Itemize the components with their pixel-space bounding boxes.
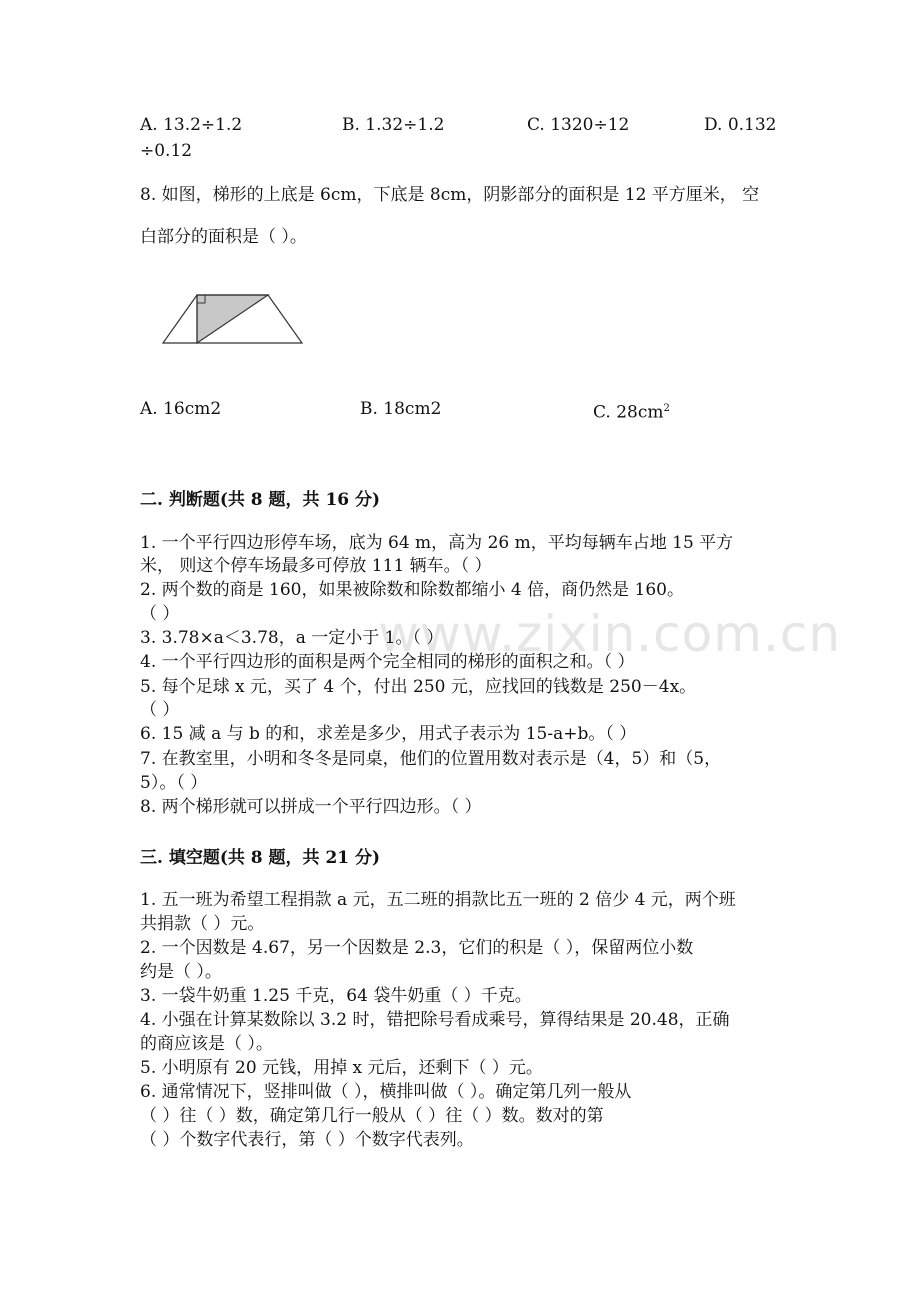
q8-text-line2: 白部分的面积是（ ）。 [140, 227, 307, 247]
section3-line: 3. 一袋牛奶重 1.25 千克，64 袋牛奶重（ ）千克。 [140, 986, 532, 1006]
section3-line: 约是（ ）。 [140, 962, 222, 982]
q7-option-c: C. 1320÷12 [527, 115, 630, 135]
section2-line: 5. 每个足球 x 元，买了 4 个，付出 250 元，应找回的钱数是 250－4x。 [140, 677, 697, 697]
section3-line: 2. 一个因数是 4.67，另一个因数是 2.3，它们的积是（ ），保留两位小数 [140, 938, 694, 958]
section3-line: 6. 通常情况下，竖排叫做（ ），横排叫做（ ）。确定第几列一般从 [140, 1082, 632, 1102]
section2-line: 8. 两个梯形就可以拼成一个平行四边形。（ ） [140, 797, 482, 817]
shaded-triangle [197, 295, 268, 343]
section2-line: 米， 则这个停车场最多可停放 111 辆车。（ ） [140, 556, 492, 576]
section3-line: （ ）个数字代表行，第（ ）个数字代表列。 [140, 1130, 474, 1150]
q8-option-a: A. 16cm2 [140, 399, 222, 419]
trapezoid-figure [160, 290, 305, 350]
section3-line: 4. 小强在计算某数除以 3.2 时，错把除号看成乘号，算得结果是 20.48，正确 [140, 1010, 730, 1030]
section3-line: 的商应该是（ ）。 [140, 1034, 273, 1054]
section2-line: 5）。（ ） [140, 773, 208, 793]
section2-line: （ ） [140, 700, 180, 720]
section3-line: （ ）往（ ）数，确定第几行一般从（ ）往（ ）数。数对的第 [140, 1106, 604, 1126]
section2-line: 6. 15 减 a 与 b 的和，求差是多少，用式子表示为 15-a+b。（ ） [140, 724, 637, 744]
section2-line: 4. 一个平行四边形的面积是两个完全相同的梯形的面积之和。（ ） [140, 652, 635, 672]
section2-line: 2. 两个数的商是 160，如果被除数和除数都缩小 4 倍，商仍然是 160。 [140, 580, 684, 600]
q8-option-c-superscript: 2 [663, 403, 670, 414]
watermark: www.zixin.com.cn [378, 605, 842, 663]
section3-line: 5. 小明原有 20 元钱，用掉 x 元后，还剩下（ ）元。 [140, 1058, 543, 1078]
section2-line: 7. 在教室里，小明和冬冬是同桌，他们的位置用数对表示是（4，5）和（5， [140, 749, 722, 769]
section3-title: 三. 填空题(共 8 题，共 21 分) [140, 848, 381, 868]
section2-title: 二. 判断题(共 8 题，共 16 分) [140, 490, 381, 510]
section3-line: 1. 五一班为希望工程捐款 a 元，五二班的捐款比五一班的 2 倍少 4 元，两个班 [140, 890, 736, 910]
q8-option-c-text: C. 28cm [593, 402, 664, 423]
q8-option-c [593, 398, 670, 424]
q8-text-line1: 8. 如图，梯形的上底是 6cm，下底是 8cm，阴影部分的面积是 12 平方厘米， 空 [140, 185, 760, 205]
q7-option-d-continued: ÷0.12 [140, 141, 193, 161]
section2-line: （ ） [140, 604, 180, 624]
q8-option-b: B. 18cm2 [360, 399, 442, 419]
q7-option-d: D. 0.132 [704, 115, 777, 135]
q7-option-b: B. 1.32÷1.2 [342, 115, 445, 135]
section3-line: 共捐款（ ）元。 [140, 914, 265, 934]
section2-line: 1. 一个平行四边形停车场，底为 64 m，高为 26 m，平均每辆车占地 15 平方 [140, 533, 734, 553]
section2-line: 3. 3.78×a＜3.78，a 一定小于 1。（ ） [140, 628, 444, 648]
q7-option-a: A. 13.2÷1.2 [140, 115, 243, 135]
